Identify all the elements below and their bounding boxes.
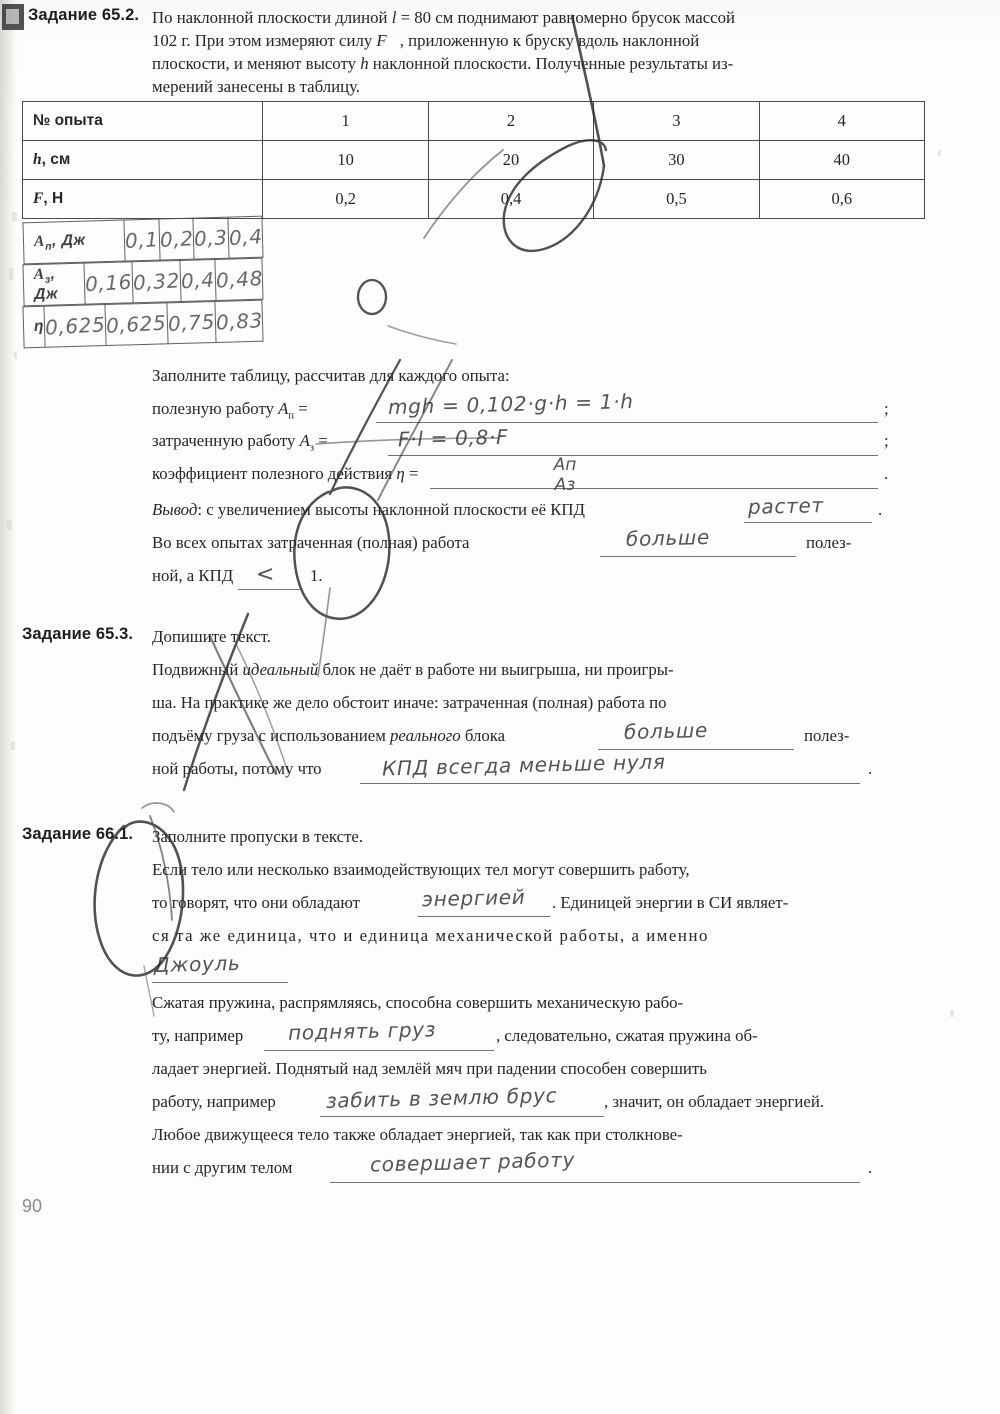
table-row-total-work — [22, 258, 264, 307]
scan-speckle — [12, 212, 17, 221]
task-66-1-line10-answer-rule — [330, 1182, 860, 1183]
table-row-height — [23, 141, 925, 180]
task-66-1-instruction: Заполните пропуски в тексте. — [152, 827, 364, 846]
task-66-1-line-9: Любое движущееся тело также обладает энергией, так как при столкнове- — [152, 1125, 683, 1144]
cell-height-2: 20 — [428, 141, 593, 180]
total-work-answer: F·l = 0,8·F — [397, 424, 509, 452]
task-65-3-line-3 — [152, 726, 505, 746]
all-experiments-answer-rule — [600, 556, 796, 557]
cell-total-work-4: 0,48 — [214, 258, 263, 300]
cell-efficiency-4: 0,83 — [214, 300, 263, 342]
efficiency-denominator: Aз — [554, 475, 576, 495]
scan-speckle — [938, 150, 941, 156]
scan-speckle — [14, 352, 17, 359]
row-header-efficiency: η — [22, 306, 44, 348]
total-work-terminator: ; — [884, 431, 889, 450]
efficiency-compare-text-b: 1. — [310, 566, 323, 585]
table-row-useful-work — [22, 216, 264, 265]
efficiency-answer-fraction — [536, 455, 594, 495]
cell-expnum-1: 1 — [263, 102, 428, 141]
row-header-useful-work: $A_п$, Дж — [22, 220, 124, 264]
task-66-1-line10-terminator: . — [868, 1158, 873, 1177]
task-65-3-body-line-2: ша. На практике же дело обстоит иначе: затраченная (полная) работа по — [152, 693, 667, 712]
task-65-2-intro-line-4: мерений занесены в таблицу. — [152, 77, 360, 96]
row-header-experiment-number: № опыта — [23, 102, 263, 141]
task-65-3-body-line-1: Подвижный идеальный блок не даёт в работе ни выигрыша, ни проигры- — [152, 660, 674, 679]
experiment-data-table — [22, 101, 925, 345]
task-66-1-line4-answer: Джоуль — [153, 950, 241, 978]
efficiency-compare-text-a: ной, а КПД — [152, 566, 234, 585]
cell-height-4: 40 — [759, 141, 924, 180]
cell-total-work-2: 0,32 — [131, 260, 180, 302]
cell-useful-work-3: 0,3 — [193, 217, 229, 259]
task-label-65-3: Задание 65.3. — [22, 625, 134, 643]
task-label-65-2: Задание 65.2. — [28, 6, 140, 24]
cell-force-4: 0,6 — [759, 180, 924, 219]
task-66-1-line4-answer-rule — [152, 982, 288, 983]
scan-artifact-marker — [2, 4, 24, 30]
all-experiments-text-b: полез- — [806, 533, 852, 552]
useful-work-answer-rule — [376, 422, 878, 423]
cell-expnum-4: 4 — [759, 102, 924, 141]
line3-text-a: подъёму груза с использованием — [152, 726, 386, 745]
line3-text-b: блока — [464, 726, 506, 745]
fill-table-prompt: Заполните таблицу, рассчитав для каждого опыта: — [152, 366, 510, 385]
table-row-efficiency — [22, 300, 264, 349]
useful-work-terminator: ; — [884, 399, 889, 418]
row-header-force: F, Н — [23, 180, 263, 219]
cell-efficiency-3: 0,75 — [166, 302, 215, 344]
table-row-experiment-number — [23, 102, 925, 141]
scan-speckle — [7, 520, 12, 530]
conclusion-answer: растет — [747, 493, 825, 519]
task-65-2-intro-line-1: По наклонной плоскости длиной l = 80 см поднимают равномерно брусок массой — [152, 8, 735, 27]
task-66-1-line-2-b: . Единицей энергии в СИ являет- — [552, 893, 789, 912]
task-66-1-line-8-b: , значит, он обладает энергией. — [604, 1092, 825, 1111]
task-66-1-line-5: Сжатая пружина, распрямляясь, способна совершить механическую рабо- — [152, 993, 684, 1012]
efficiency-compare-answer: < — [255, 561, 276, 588]
task-65-3-instruction: Допишите текст. — [152, 627, 271, 646]
cell-force-1: 0,2 — [263, 180, 428, 219]
useful-work-label: полезную работу $A_п$ = — [152, 399, 308, 422]
row-header-total-work: $A_з$, Дж — [22, 263, 84, 306]
scan-speckle — [9, 268, 13, 280]
cell-total-work-3: 0,4 — [179, 260, 215, 302]
task-66-1-line-6-b: , следовательно, сжатая пружина об- — [496, 1026, 758, 1045]
efficiency-terminator: . — [884, 464, 889, 483]
scan-speckle — [950, 1010, 954, 1017]
task-66-1-line-8-a: работу, например — [152, 1092, 276, 1111]
total-work-label: затраченную работу $A_з$ = — [152, 431, 328, 454]
task-65-3-line4-terminator: . — [868, 759, 873, 778]
task-65-2-intro-line-3: плоскости, и меняют высоту h наклонной плоскости. Полученные результаты из- — [152, 54, 734, 73]
task-66-1-line-2-a: то говорят, что они обладают — [152, 893, 360, 912]
efficiency-numerator: Aп — [553, 455, 577, 475]
task-66-1-line6-answer: поднять груз — [287, 1017, 437, 1045]
task-65-2-intro-line-2: 102 г. При этом измеряют силу F⃗, приложенную к бруску вдоль наклонной — [152, 31, 700, 50]
task-66-1-line-10-a: нии с другим телом — [152, 1158, 293, 1177]
task-66-1-line6-answer-rule — [264, 1050, 494, 1051]
cell-force-3: 0,5 — [594, 180, 759, 219]
line3-italic: реального — [390, 726, 461, 745]
cell-height-3: 30 — [594, 141, 759, 180]
efficiency-answer-rule — [430, 488, 878, 489]
cell-useful-work-1: 0,1 — [123, 219, 159, 261]
cell-efficiency-1: 0,625 — [44, 305, 106, 348]
efficiency-label: коэффициент полезного действия η = — [152, 464, 419, 483]
task-66-1-line-6-a: ту, например — [152, 1026, 244, 1045]
cell-total-work-1: 0,16 — [84, 262, 133, 304]
task-66-1-line8-answer-rule — [320, 1116, 604, 1117]
efficiency-compare-rule — [238, 589, 300, 590]
page-number: 90 — [22, 1196, 43, 1216]
cell-efficiency-2: 0,625 — [105, 303, 167, 346]
total-work-answer-rule — [388, 455, 878, 456]
row-header-height: h, см — [23, 141, 263, 180]
cell-height-1: 10 — [263, 141, 428, 180]
task-66-1-line10-answer: совершает работу — [369, 1147, 576, 1177]
useful-work-answer: mgh = 0,102·g·h = 1·h — [387, 389, 634, 419]
conclusion-text: : с увеличением высоты наклонной плоскости её КПД — [197, 500, 586, 519]
all-experiments-answer: больше — [625, 524, 711, 552]
task-66-1-line2-answer-rule — [418, 916, 550, 917]
task-65-3-line4-answer: КПД всегда меньше нуля — [381, 749, 666, 781]
task-66-1-line8-answer: забить в землю брус — [325, 1083, 558, 1113]
task-label-66-1: Задание 66.1. — [22, 825, 134, 843]
cell-useful-work-2: 0,2 — [158, 218, 194, 260]
task-66-1-line2-answer: энергией — [421, 884, 526, 912]
conclusion-line — [152, 500, 585, 520]
conclusion-answer-rule — [744, 522, 872, 523]
scan-speckle — [11, 742, 15, 750]
conclusion-label: Вывод — [152, 500, 198, 519]
task-65-3-line-4-a: ной работы, потому что — [152, 759, 322, 778]
cell-expnum-2: 2 — [428, 102, 593, 141]
cell-useful-work-4: 0,4 — [227, 216, 263, 258]
task-66-1-line-7: ладает энергией. Поднятый над землёй мяч при падении способен совершить — [152, 1059, 707, 1078]
all-experiments-text-a: Во всех опытах затраченная (полная) работа — [152, 533, 470, 552]
task-66-1-line-3: ся та же единица, что и единица механической работы, а именно — [152, 926, 709, 945]
cell-expnum-3: 3 — [594, 102, 759, 141]
task-65-3-line3-answer: больше — [623, 717, 709, 745]
table-row-force — [23, 180, 925, 219]
task-66-1-line-1: Если тело или несколько взаимодействующих тел могут совершить работу, — [152, 860, 690, 879]
task-65-3-line3-text-c: полез- — [804, 726, 850, 745]
task-65-3-line4-answer-rule — [360, 783, 860, 784]
cell-force-2: 0,4 — [428, 180, 593, 219]
conclusion-terminator: . — [878, 500, 883, 519]
